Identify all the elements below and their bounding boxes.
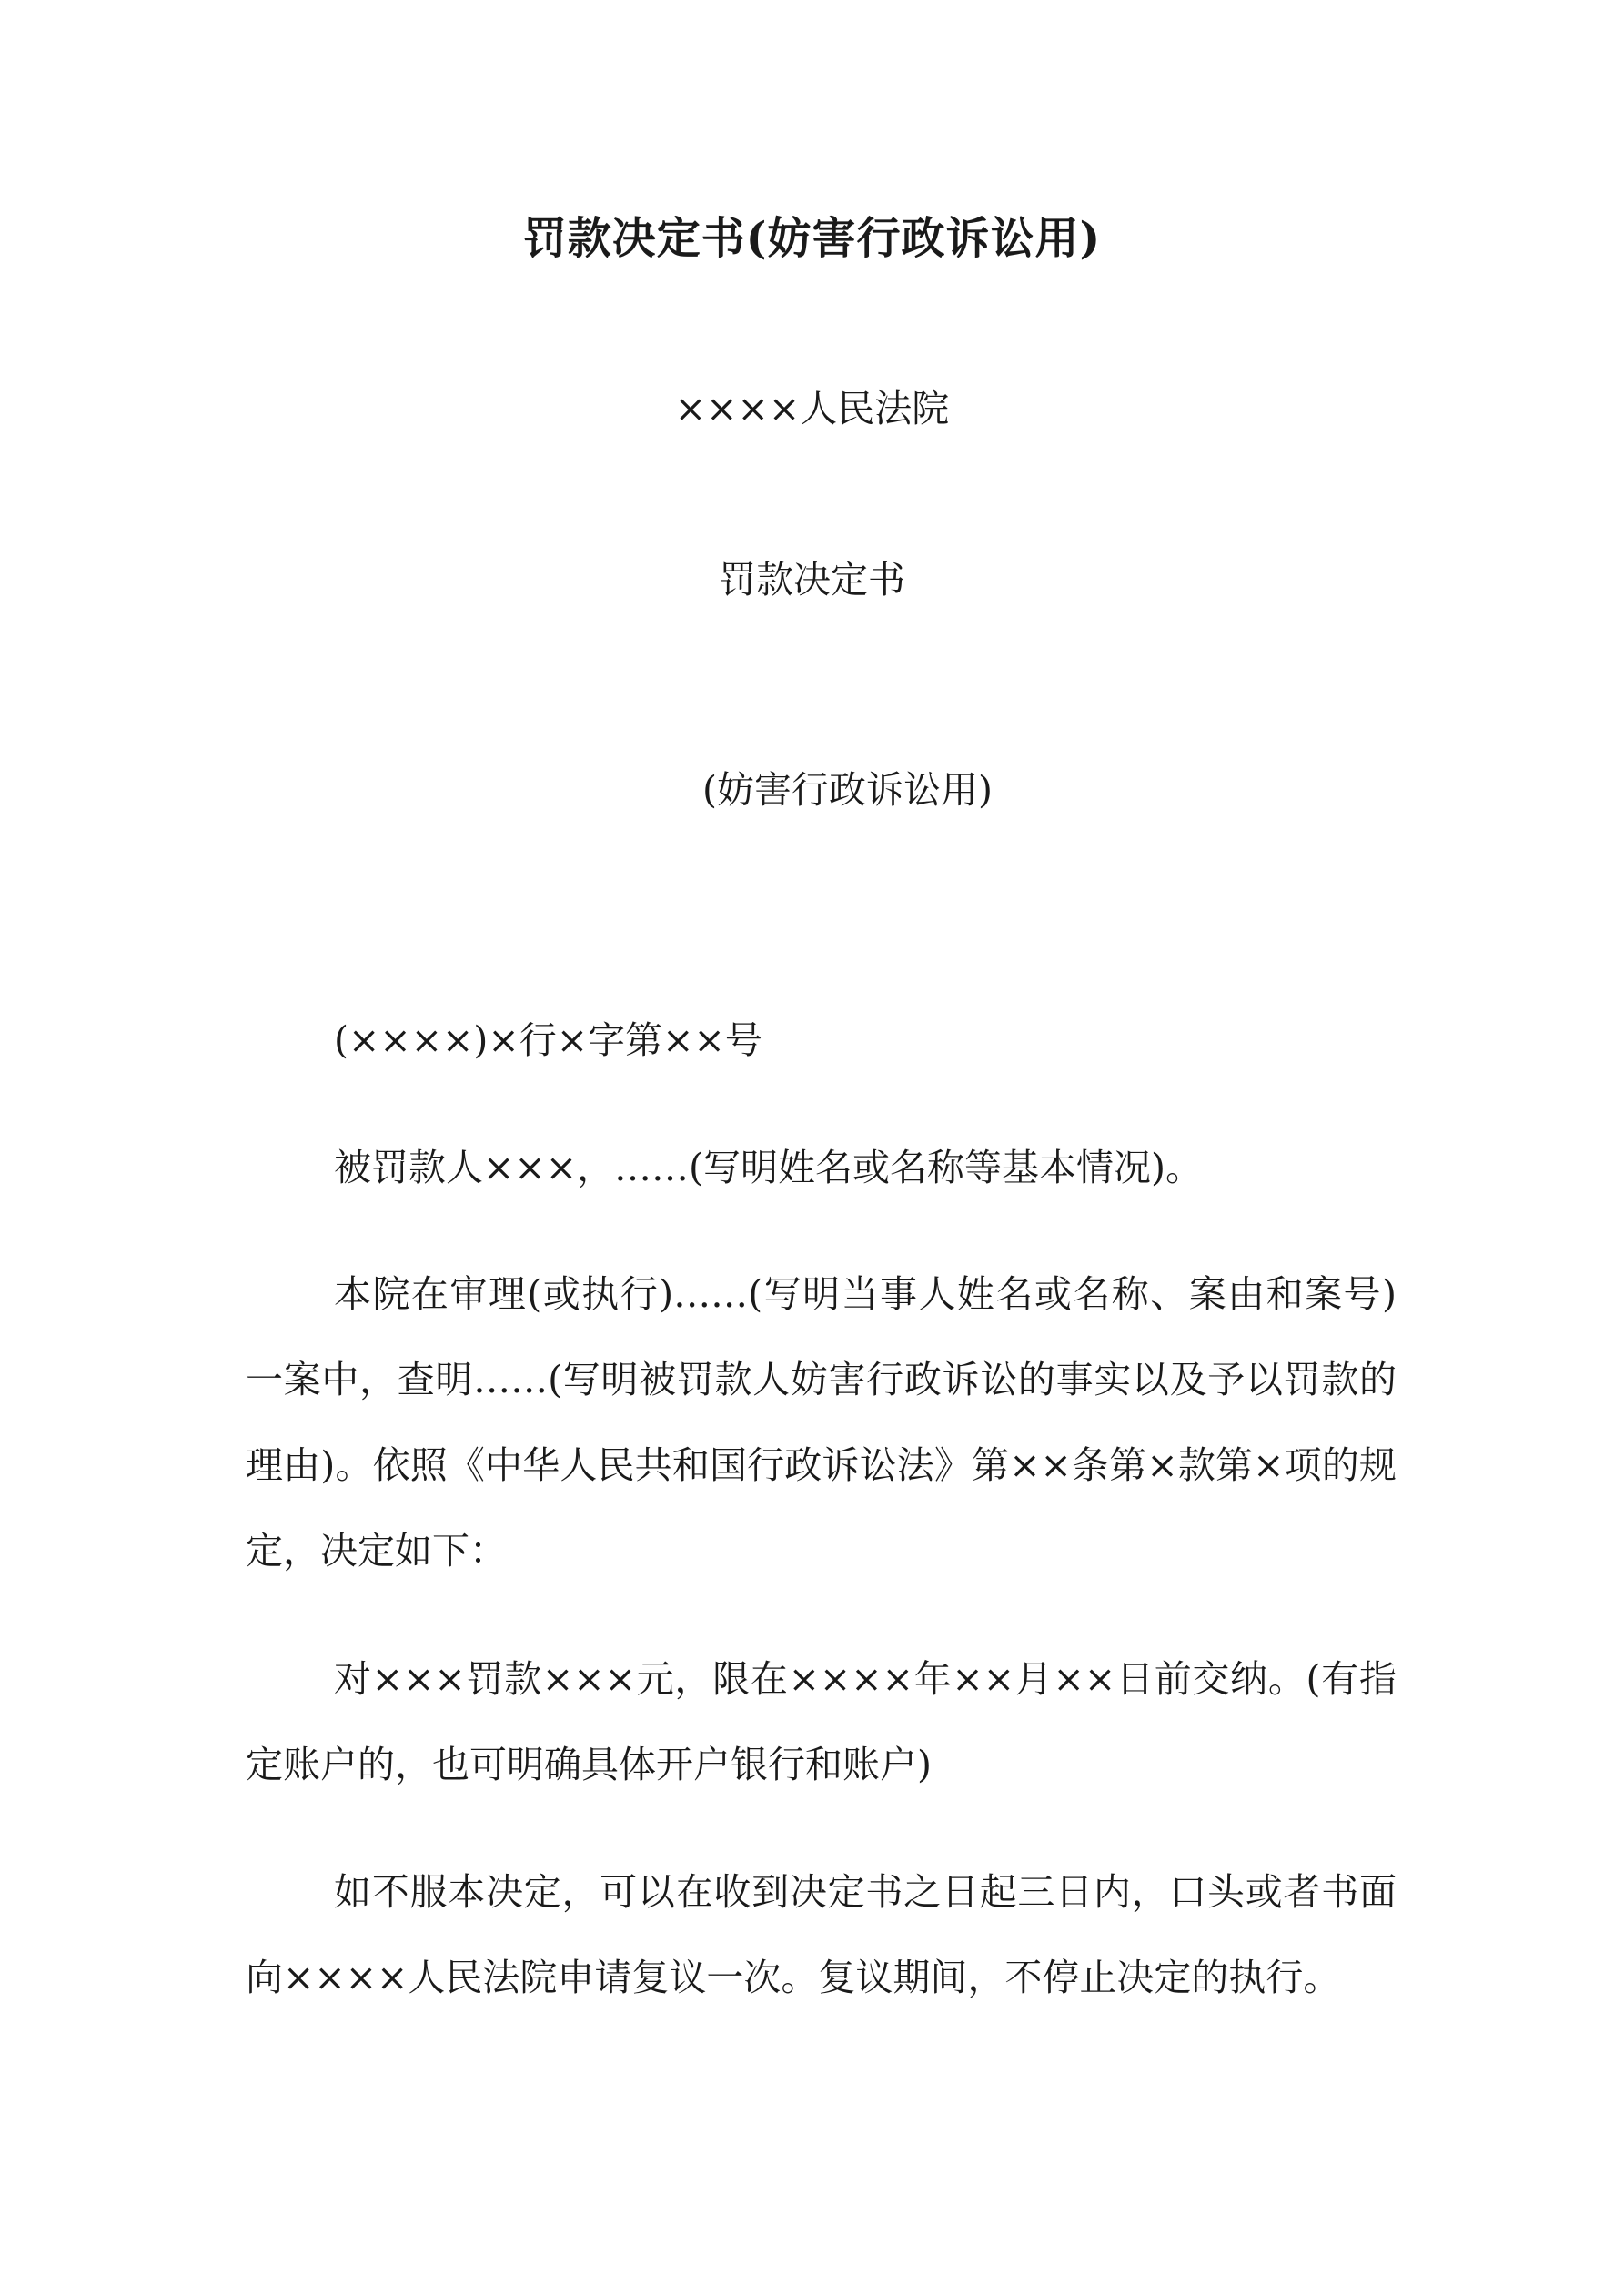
appeal-paragraph: 如不服本决定，可以在收到决定书之日起三日内，口头或者书面向××××人民法院申请复议一次。复议期间，不停止决定的执行。 — [246, 1870, 1397, 1999]
party-paragraph: 被罚款人×××，……(写明姓名或名称等基本情况)。 — [334, 1146, 1204, 1189]
document-title: 罚款决定书(妨害行政诉讼用) — [522, 213, 1102, 264]
document-type: 罚款决定书 — [719, 558, 905, 602]
case-number: (××××)×行×字第××号 — [334, 1018, 762, 1062]
court-name: ××××人民法院 — [674, 387, 950, 430]
order-paragraph: 对×××罚款×××元，限在××××年××月××日前交纳。(有指定账户的，也可明确具体开户银行和账户) — [246, 1657, 1397, 1786]
document-subtitle: (妨害行政诉讼用) — [702, 768, 993, 812]
facts-paragraph: 本院在审理(或执行)……(写明当事人姓名或名称、案由和案号)一案中，查明……(写明被罚款人妨害行政诉讼的事实以及予以罚款的理由)。依照《中华人民共和国行政诉讼法》第××条第×款第×项的规定，决定如下： — [246, 1272, 1397, 1573]
